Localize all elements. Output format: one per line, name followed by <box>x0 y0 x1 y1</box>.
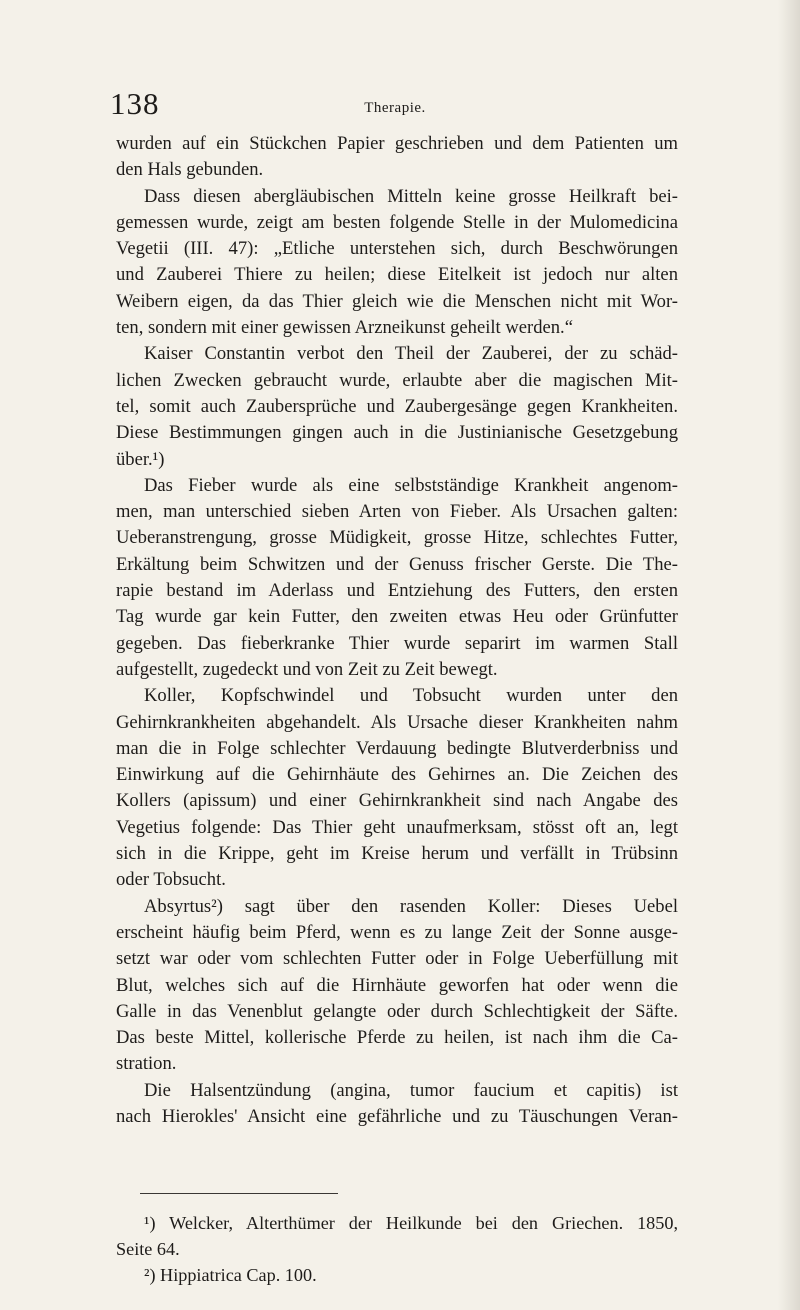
text-line: Kaiser Constantin verbot den Theil der Zauberei, der zu schäd- <box>144 343 678 365</box>
text-line: gemessen wurde, zeigt am besten folgende Stelle in der Mulomedicina <box>116 211 678 233</box>
page-edge-shadow <box>778 0 800 1310</box>
text-line: stration. <box>116 1053 177 1075</box>
text-line: gegeben. Das fieberkranke Thier wurde separirt im warmen Stall <box>116 632 678 654</box>
running-title: Therapie. <box>364 100 426 116</box>
text-line: Blut, welches sich auf die Hirnhäute geworfen hat oder wenn die <box>116 974 678 996</box>
text-line: setzt war oder vom schlechten Futter oder in Folge Ueberfüllung mit <box>116 948 678 970</box>
text-line: Das Fieber wurde als eine selbstständige Krankheit angenom- <box>144 474 678 496</box>
text-line: tel, somit auch Zaubersprüche und Zaubergesänge gegen Krankheiten. <box>116 395 678 417</box>
text-line: rapie bestand im Aderlass und Entziehung des Futters, den ersten <box>116 580 678 602</box>
text-line: den Hals gebunden. <box>116 159 264 181</box>
text-line: men, man unterschied sieben Arten von Fieber. Als Ursachen galten: <box>116 501 678 523</box>
text-line: Weibern eigen, da das Thier gleich wie die Menschen nicht mit Wor- <box>116 290 678 312</box>
text-line: oder Tobsucht. <box>116 869 226 891</box>
text-line: über.¹) <box>116 448 165 470</box>
text-line: erscheint häufig beim Pferd, wenn es zu lange Zeit der Sonne ausge- <box>116 921 678 943</box>
text-line: Absyrtus²) sagt über den rasenden Koller: Dieses Uebel <box>144 895 678 917</box>
text-line: sich in die Krippe, geht im Kreise herum und verfällt in Trübsinn <box>116 843 678 865</box>
text-line: ten, sondern mit einer gewissen Arzneikunst geheilt werden.“ <box>116 317 573 339</box>
text-line: Galle in das Venenblut gelangte oder durch Schlechtigkeit der Säfte. <box>116 1000 678 1022</box>
footnote-line: ¹) Welcker, Alterthümer der Heilkunde bei den Griechen. 1850, <box>144 1213 678 1233</box>
text-line: lichen Zwecken gebraucht wurde, erlaubte aber die magischen Mit- <box>116 369 678 391</box>
text-line: Gehirnkrankheiten abgehandelt. Als Ursache dieser Krankheiten nahm <box>116 711 678 733</box>
page-header <box>110 86 680 126</box>
text-line: Einwirkung auf die Gehirnhäute des Gehirnes an. Die Zeichen des <box>116 764 678 786</box>
body-text <box>116 131 678 1130</box>
text-line: und Zauberei Thiere zu heilen; diese Eitelkeit ist jedoch nur alten <box>116 264 678 286</box>
text-line: man die in Folge schlechter Verdauung bedingte Blutverderbniss und <box>116 737 678 759</box>
text-line: Tag wurde gar kein Futter, den zweiten etwas Heu oder Grünfutter <box>116 606 678 628</box>
text-line: Vegetii (III. 47): „Etliche unterstehen sich, durch Beschwörungen <box>116 238 678 260</box>
text-line: Koller, Kopfschwindel und Tobsucht wurden unter den <box>144 685 678 707</box>
text-line: nach Hierokles' Ansicht eine gefährliche und zu Täuschungen Veran- <box>116 1105 678 1127</box>
footnote-line: Seite 64. <box>116 1238 180 1259</box>
text-line: Das beste Mittel, kollerische Pferde zu heilen, ist nach ihm die Ca- <box>116 1027 678 1049</box>
text-line: aufgestellt, zugedeckt und von Zeit zu Zeit bewegt. <box>116 658 498 680</box>
footnotes <box>116 1211 678 1288</box>
page-number: 138 <box>110 86 160 121</box>
text-line: Diese Bestimmungen gingen auch in die Justinianische Gesetzgebung <box>116 422 678 444</box>
footnote-line: ²) Hippiatrica Cap. 100. <box>144 1264 317 1285</box>
text-line: Kollers (apissum) und einer Gehirnkrankheit sind nach Angabe des <box>116 790 678 812</box>
text-line: Die Halsentzündung (angina, tumor faucium et capitis) ist <box>144 1079 678 1101</box>
text-line: Erkältung beim Schwitzen und der Genuss frischer Gerste. Die The- <box>116 553 678 575</box>
text-line: Vegetius folgende: Das Thier geht unaufmerksam, stösst oft an, legt <box>116 816 678 838</box>
text-line: wurden auf ein Stückchen Papier geschrieben und dem Patienten um <box>116 133 678 154</box>
footnote-rule <box>140 1193 338 1194</box>
text-line: Ueberanstrengung, grosse Müdigkeit, grosse Hitze, schlechtes Futter, <box>116 527 678 549</box>
text-line: Dass diesen abergläubischen Mitteln keine grosse Heilkraft bei- <box>144 185 678 207</box>
